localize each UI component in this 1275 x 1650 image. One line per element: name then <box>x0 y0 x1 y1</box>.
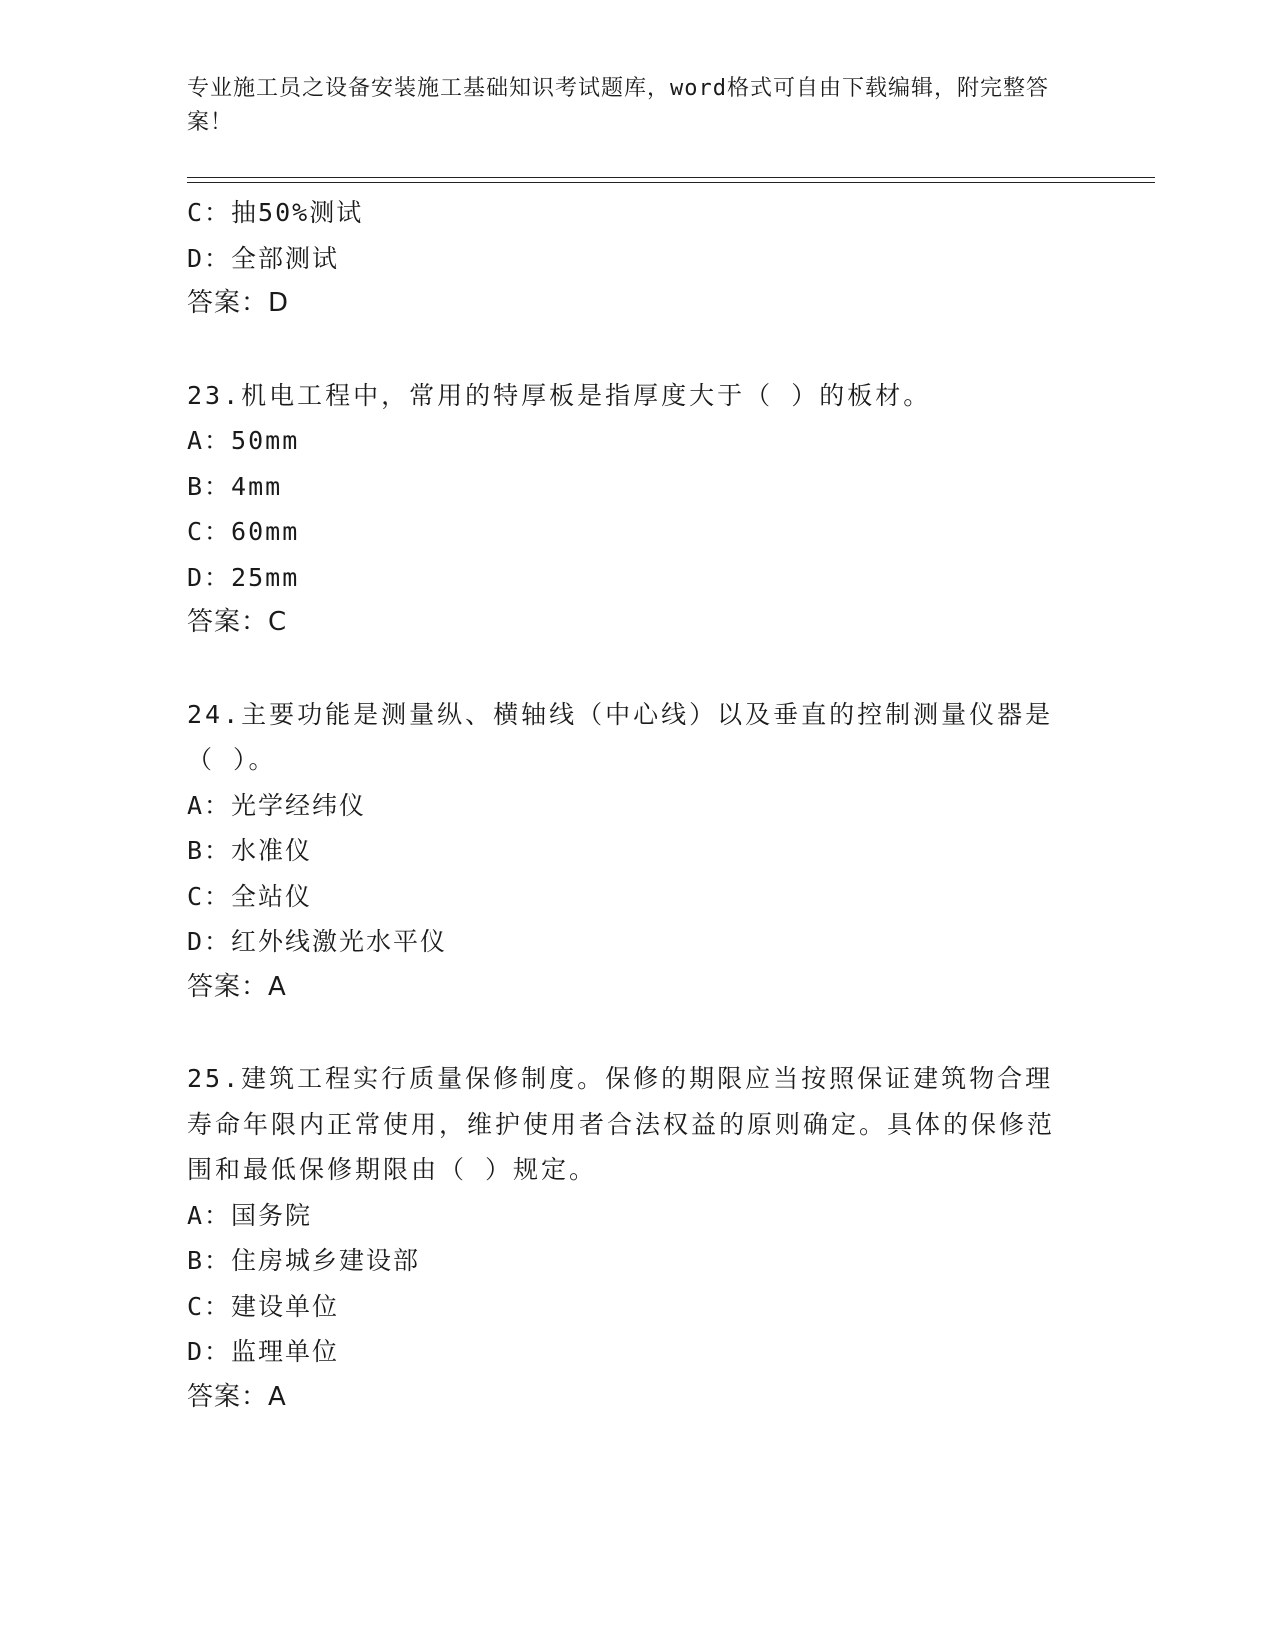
question-text: 25.建筑工程实行质量保修制度。保修的期限应当按照保证建筑物合理寿命年限内正常使用，维护使用者合法权益的原则确定。具体的保修范围和最低保修期限由（ ）规定。 <box>187 1064 1056 1184</box>
answer-line: 答案：C <box>187 607 288 637</box>
option-b: B：住房城乡建设部 <box>187 1246 421 1275</box>
answer-line: 答案：A <box>187 1381 287 1412</box>
question-block-23 <box>187 373 1087 646</box>
option-c: C：全站仪 <box>187 881 313 911</box>
question-text: 23.机电工程中，常用的特厚板是指厚度大于（ ）的板材。 <box>187 380 932 410</box>
question-spacer <box>187 327 1087 373</box>
option-a: A：国务院 <box>187 1200 313 1230</box>
question-block-24 <box>187 692 1087 1011</box>
answer-line: 答案：D <box>187 288 290 318</box>
option-b: B：水准仪 <box>187 836 313 865</box>
option-d: D：红外线激光水平仪 <box>187 927 448 956</box>
document-header-title: 专业施工员之设备安装施工基础知识考试题库，word格式可自由下载编辑，附完整答案！ <box>187 76 1049 135</box>
option-a: A：50mm <box>187 426 300 455</box>
question-text: 24.主要功能是测量纵、横轴线（中心线）以及垂直的控制测量仪器是（ ）。 <box>187 699 1054 774</box>
option-d: D：监理单位 <box>187 1337 340 1366</box>
option-a: A：光学经纬仪 <box>187 790 367 820</box>
option-c: C：建设单位 <box>187 1291 340 1321</box>
question-block-25 <box>187 1056 1087 1420</box>
question-block-22 <box>187 190 1087 327</box>
option-d: D：全部测试 <box>187 243 340 273</box>
answer-line: 答案：A <box>187 971 287 1002</box>
option-d: D：25mm <box>187 562 300 592</box>
header-divider-top <box>187 177 1155 178</box>
question-spacer <box>187 1010 1087 1056</box>
question-list <box>187 190 1087 1420</box>
option-c: C：抽50%测试 <box>187 198 364 227</box>
question-spacer <box>187 646 1087 692</box>
option-c: C：60mm <box>187 517 300 546</box>
header-divider-bottom <box>187 182 1155 183</box>
option-b: B：4mm <box>187 471 283 501</box>
